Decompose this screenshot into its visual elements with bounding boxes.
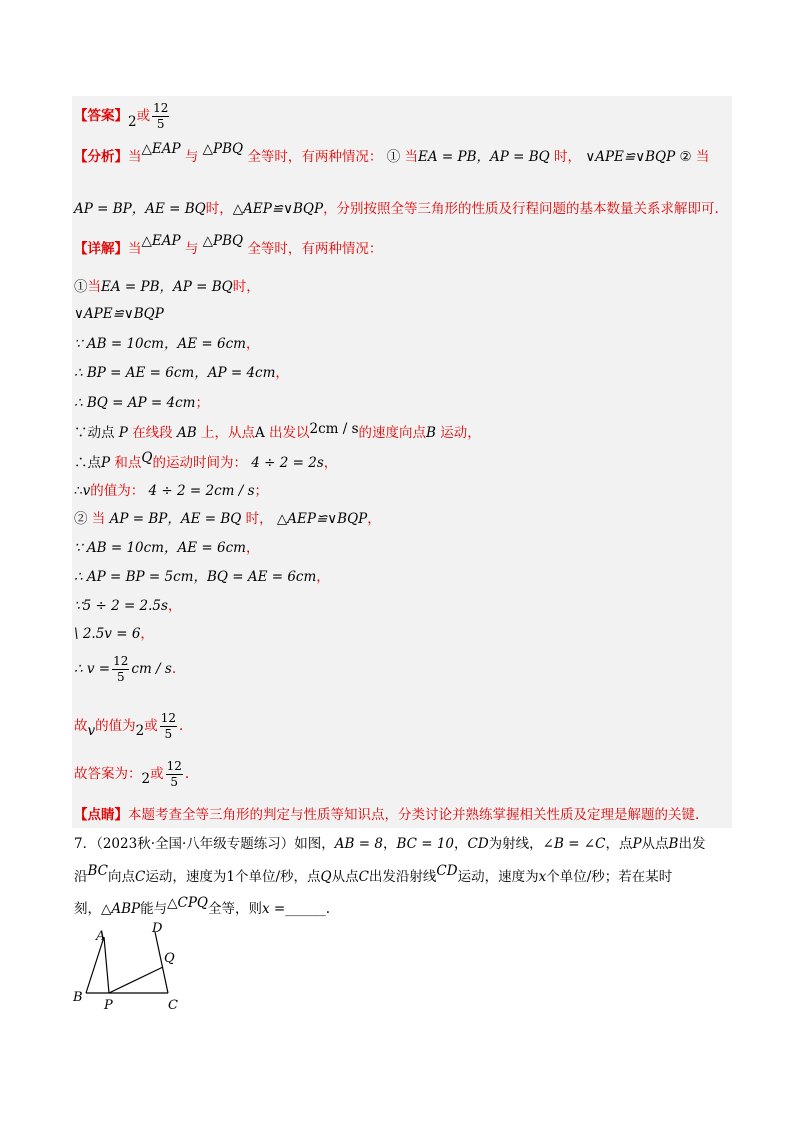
segment-ap <box>104 937 109 993</box>
text: 当 <box>87 279 101 295</box>
question-7-line-2 <box>74 863 673 888</box>
label-d: D <box>152 921 163 936</box>
text: 在线段 <box>132 425 173 441</box>
detail-line-6 <box>74 422 481 444</box>
text: 刻， <box>74 901 101 917</box>
text: 全等时，有两种情况： <box>247 241 383 257</box>
text: ，点 <box>605 836 633 852</box>
math: ∵ AB = 10cm，AE = 6cm <box>74 336 246 352</box>
text: 当 <box>128 149 142 165</box>
circled-1: ① <box>74 279 88 295</box>
segment-ab <box>86 937 104 993</box>
detail-line-9 <box>74 508 381 530</box>
math-triangle-eap: △EAP <box>141 233 181 249</box>
math: △CPQ <box>167 895 209 911</box>
text: 与 <box>184 149 199 165</box>
text: 或 <box>144 718 158 734</box>
text: ， <box>167 598 182 614</box>
text: 时， <box>232 279 260 295</box>
math: cm / s <box>131 661 172 677</box>
text: 时， <box>205 201 233 217</box>
text: 出发以 <box>269 425 310 441</box>
text: 故 <box>74 718 88 734</box>
math: 4 ÷ 2 = 2cm / s <box>148 483 255 499</box>
detail-line-10 <box>74 537 259 559</box>
detail-line-16 <box>74 756 189 792</box>
math: △ABP <box>101 901 141 917</box>
text: 当 <box>695 149 710 165</box>
text: ， <box>316 569 330 585</box>
geometry-figure <box>64 920 204 1020</box>
detail-tag: 【详解】 <box>74 241 128 257</box>
circled-2: ② <box>74 511 88 527</box>
math: x <box>538 869 547 885</box>
question-7-line-1 <box>74 833 705 855</box>
math: AB = 8 <box>334 836 383 852</box>
math: AP = BP，AE = BQ <box>109 511 242 527</box>
comment-text: 本题考查全等三角形的判定与性质等知识点，分类讨论并熟练掌握相关性质及定理是解题的关键. <box>128 807 700 823</box>
math-triangle-pbq: △PBQ <box>202 233 244 249</box>
math: AB <box>176 425 197 441</box>
answer-fraction <box>152 101 169 132</box>
math: ∴ BQ = AP = 4cm <box>74 395 196 411</box>
math: BC = 10 <box>396 836 455 852</box>
text: 的值为 <box>95 718 136 734</box>
label-c: C <box>168 998 178 1013</box>
text: 从点 <box>331 869 359 885</box>
detail-line-13 <box>74 623 154 645</box>
text: 能与 <box>140 901 168 917</box>
text: ， <box>367 511 381 527</box>
segment-pq <box>109 967 163 993</box>
fraction-12-5 <box>160 711 177 742</box>
text: 为射线， <box>488 836 543 852</box>
detail-line-15 <box>74 708 183 744</box>
detail-line-11 <box>74 566 330 588</box>
math: 2cm / s <box>309 421 359 437</box>
detail-line-0 <box>74 233 383 260</box>
text: 7．（2023秋·全国·八年级专题练习）如图， <box>74 836 335 852</box>
math-condition-2: AP = BP，AE = BQ <box>74 201 206 217</box>
text: ， <box>245 540 260 556</box>
detail-line-4 <box>74 362 289 384</box>
text: 的速度向点 <box>358 425 427 441</box>
math: CD <box>436 863 458 879</box>
math-triangle-eap: △EAP <box>141 141 181 157</box>
fraction-numerator: 12 <box>160 711 177 725</box>
fraction-numerator: 12 <box>153 101 169 115</box>
math-congruence-2: △AEP≌∨BQP <box>232 201 324 217</box>
detail-line-5 <box>74 392 209 414</box>
math: EA = PB，AP = BQ <box>101 279 233 295</box>
text: 运动，速度为1个单位/秒，点 <box>145 869 321 885</box>
text: ； <box>195 395 209 411</box>
text: 的运动时间为： <box>152 455 247 471</box>
text: 时， <box>245 511 273 527</box>
math: ∵5 ÷ 2 = 2.5s <box>74 598 168 614</box>
math: P <box>632 836 642 852</box>
label-a: A <box>96 929 106 944</box>
fraction-denominator: 5 <box>170 775 179 789</box>
text: 全等，则 <box>208 901 263 917</box>
math-triangle-pbq: △PBQ <box>202 141 244 157</box>
text: ，分别按照全等三角形的性质及行程问题的基本数量关系求解即可. <box>323 201 719 217</box>
text: 从点 <box>641 836 669 852</box>
text: 或 <box>150 766 164 782</box>
answer-tag: 【答案】 <box>74 108 128 124</box>
text: 沿 <box>74 869 88 885</box>
answer-blank: ______ <box>285 901 326 917</box>
math: Q <box>320 869 332 885</box>
fraction-denominator: 5 <box>164 727 173 741</box>
detail-line-2 <box>74 303 164 325</box>
text: 出发 <box>678 836 706 852</box>
text: . <box>179 718 184 734</box>
text: ， <box>323 455 338 471</box>
fraction-12-5 <box>166 759 183 790</box>
math: ∴ BP = AE = 6cm，AP = 4cm <box>74 365 276 381</box>
math: P <box>118 425 128 441</box>
analysis-line-2 <box>74 198 719 220</box>
detail-line-14 <box>74 651 176 687</box>
math: \ 2.5v = 6 <box>74 626 141 642</box>
text: 向点 <box>108 869 136 885</box>
comment-tag: 【点睛】 <box>74 807 128 823</box>
analysis-tag: 【分析】 <box>74 149 128 165</box>
text: 的值为： <box>90 483 145 499</box>
circled-1: ① <box>386 149 401 165</box>
circled-2: ② <box>679 149 692 165</box>
math: ∠B = ∠C <box>542 836 606 852</box>
math: x = <box>262 901 286 917</box>
text: ， <box>245 336 260 352</box>
text: ， <box>140 626 154 642</box>
fraction-denominator: 5 <box>116 670 125 684</box>
text: ； <box>254 483 269 499</box>
detail-line-1 <box>74 276 260 298</box>
detail-line-8 <box>74 480 268 502</box>
math: ∴ v = <box>74 661 111 677</box>
text: 当 <box>91 511 106 527</box>
text: 出发沿射线 <box>368 869 437 885</box>
math: C <box>135 869 146 885</box>
math: CD <box>467 836 489 852</box>
text: ， <box>454 836 468 852</box>
text: 时， <box>554 149 582 165</box>
text: . <box>184 766 190 782</box>
question-7-line-3 <box>74 895 331 920</box>
math: C <box>358 869 369 885</box>
text: 当 <box>404 149 419 165</box>
label-b: B <box>73 990 83 1005</box>
text: A <box>254 425 265 441</box>
math: Q <box>141 450 153 466</box>
text: . <box>171 661 177 677</box>
math: BC <box>87 863 109 879</box>
text: 与 <box>184 241 199 257</box>
text: 当 <box>128 241 142 257</box>
analysis-line-1 <box>74 141 710 168</box>
math: △AEP≌∨BQP <box>276 511 368 527</box>
text: 故答案为： <box>74 766 142 782</box>
text: . <box>325 901 331 917</box>
answer-value-2: 2 <box>128 114 137 130</box>
math: 4 ÷ 2 = 2s <box>251 455 324 471</box>
fraction-denominator: 5 <box>156 117 165 131</box>
text: 和点 <box>114 455 142 471</box>
text: 上，从点 <box>200 425 255 441</box>
text: ∴ <box>74 483 83 499</box>
text: 运动，速度为 <box>457 869 539 885</box>
detail-line-7 <box>74 452 337 474</box>
answer-line <box>74 98 171 134</box>
math: v <box>82 483 91 499</box>
math-congruence-1: ∨APE≌∨BQP <box>585 149 676 165</box>
label-q: Q <box>164 951 175 966</box>
fraction-numerator: 12 <box>113 654 129 668</box>
text: 运动， <box>440 425 481 441</box>
fraction-numerator: 12 <box>166 759 182 773</box>
fraction-12-5 <box>112 654 129 685</box>
text: ∴点 <box>74 455 101 471</box>
math: ∵ AB = 10cm，AE = 6cm <box>74 540 246 556</box>
math: ∨APE≌∨BQP <box>74 306 164 322</box>
math: B <box>668 836 679 852</box>
text: ∵动点 <box>74 425 115 441</box>
math: P <box>101 455 111 471</box>
text: 个单位/秒；若在某时 <box>546 869 673 885</box>
math: 2 <box>141 771 151 787</box>
label-p: P <box>104 998 113 1013</box>
math: B <box>426 425 436 441</box>
math-condition-1: EA = PB，AP = BQ <box>418 149 550 165</box>
detail-line-12 <box>74 595 181 617</box>
detail-line-3 <box>74 333 259 355</box>
text: ， <box>382 836 397 852</box>
math: 2 <box>135 723 145 739</box>
answer-or: 或 <box>136 108 151 124</box>
text: ， <box>275 365 289 381</box>
text: 全等时，有两种情况： <box>247 149 383 165</box>
comment-line <box>74 804 699 826</box>
math: v <box>87 723 96 739</box>
math: ∴ AP = BP = 5cm，BQ = AE = 6cm <box>74 569 317 585</box>
